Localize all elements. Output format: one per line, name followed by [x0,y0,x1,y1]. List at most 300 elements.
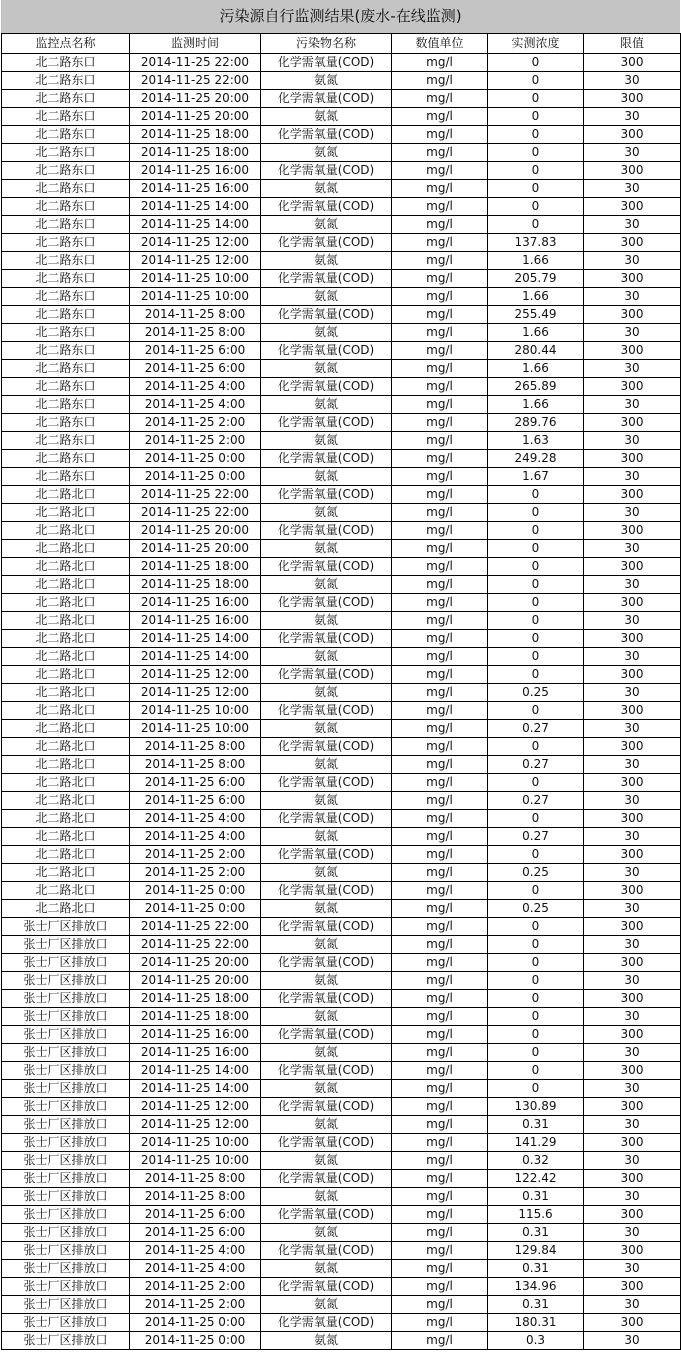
cell-pollutant-name: 氨氮 [261,252,392,270]
cell-pollutant-name: 氨氮 [261,144,392,162]
cell-pollutant-name: 氨氮 [261,792,392,810]
cell-unit: mg/l [392,432,488,450]
cell-monitor-point: 张士厂区排放口 [2,954,130,972]
table-row [2,54,681,72]
cell-unit: mg/l [392,90,488,108]
cell-monitor-point: 北二路北口 [2,612,130,630]
cell-monitor-time: 2014-11-25 0:00 [130,1314,261,1332]
cell-measured-concentration: 0 [488,198,584,216]
cell-pollutant-name: 氨氮 [261,1332,392,1350]
cell-monitor-point: 北二路北口 [2,792,130,810]
table-row [2,162,681,180]
cell-measured-concentration: 0 [488,666,584,684]
table-row [2,1080,681,1098]
table-row [2,1062,681,1080]
cell-pollutant-name: 氨氮 [261,936,392,954]
cell-limit: 300 [584,1062,681,1080]
cell-unit: mg/l [392,1116,488,1134]
cell-limit: 300 [584,738,681,756]
cell-monitor-point: 张士厂区排放口 [2,1026,130,1044]
table-row [2,108,681,126]
cell-pollutant-name: 氨氮 [261,72,392,90]
cell-measured-concentration: 0.25 [488,684,584,702]
cell-measured-concentration: 1.66 [488,288,584,306]
cell-limit: 30 [584,504,681,522]
table-row [2,324,681,342]
table-body [2,54,681,1350]
cell-limit: 300 [584,810,681,828]
cell-monitor-point: 北二路北口 [2,594,130,612]
cell-monitor-point: 北二路北口 [2,522,130,540]
table-row [2,540,681,558]
cell-pollutant-name: 氨氮 [261,756,392,774]
cell-measured-concentration: 0.32 [488,1152,584,1170]
cell-monitor-point: 张士厂区排放口 [2,972,130,990]
cell-monitor-time: 2014-11-25 18:00 [130,990,261,1008]
cell-measured-concentration: 115.6 [488,1206,584,1224]
cell-unit: mg/l [392,972,488,990]
cell-monitor-point: 北二路东口 [2,108,130,126]
cell-measured-concentration: 0.3 [488,1332,584,1350]
cell-monitor-point: 北二路北口 [2,684,130,702]
cell-limit: 30 [584,468,681,486]
cell-limit: 300 [584,1134,681,1152]
cell-unit: mg/l [392,1152,488,1170]
cell-monitor-time: 2014-11-25 16:00 [130,1044,261,1062]
cell-measured-concentration: 0 [488,702,584,720]
cell-monitor-time: 2014-11-25 20:00 [130,972,261,990]
cell-measured-concentration: 0 [488,486,584,504]
cell-measured-concentration: 0.25 [488,864,584,882]
cell-monitor-time: 2014-11-25 2:00 [130,1278,261,1296]
table-row [2,234,681,252]
cell-limit: 300 [584,234,681,252]
cell-unit: mg/l [392,558,488,576]
cell-monitor-time: 2014-11-25 22:00 [130,72,261,90]
table-title: 污染源自行监测结果(废水-在线监测) [1,0,680,33]
cell-pollutant-name: 氨氮 [261,108,392,126]
table-row [2,936,681,954]
cell-limit: 30 [584,216,681,234]
cell-monitor-time: 2014-11-25 18:00 [130,558,261,576]
cell-measured-concentration: 0 [488,774,584,792]
cell-pollutant-name: 氨氮 [261,972,392,990]
table-row [2,126,681,144]
table-row [2,612,681,630]
cell-unit: mg/l [392,1224,488,1242]
cell-measured-concentration: 0.31 [488,1224,584,1242]
cell-unit: mg/l [392,774,488,792]
cell-monitor-point: 北二路东口 [2,450,130,468]
cell-measured-concentration: 0 [488,180,584,198]
cell-measured-concentration: 0 [488,630,584,648]
cell-unit: mg/l [392,450,488,468]
cell-unit: mg/l [392,1260,488,1278]
cell-pollutant-name: 化学需氧量(COD) [261,594,392,612]
cell-limit: 30 [584,252,681,270]
cell-measured-concentration: 0.25 [488,900,584,918]
cell-measured-concentration: 0.31 [488,1296,584,1314]
cell-monitor-point: 张士厂区排放口 [2,1080,130,1098]
table-row [2,558,681,576]
cell-limit: 30 [584,1332,681,1350]
cell-measured-concentration: 0 [488,1062,584,1080]
cell-monitor-time: 2014-11-25 20:00 [130,522,261,540]
table-row [2,594,681,612]
cell-unit: mg/l [392,1332,488,1350]
cell-pollutant-name: 氨氮 [261,396,392,414]
cell-monitor-time: 2014-11-25 12:00 [130,684,261,702]
cell-monitor-point: 张士厂区排放口 [2,1062,130,1080]
table-row [2,1296,681,1314]
cell-unit: mg/l [392,1080,488,1098]
cell-limit: 300 [584,198,681,216]
cell-unit: mg/l [392,270,488,288]
cell-monitor-time: 2014-11-25 14:00 [130,198,261,216]
cell-monitor-time: 2014-11-25 18:00 [130,1008,261,1026]
cell-monitor-point: 北二路东口 [2,432,130,450]
table-row [2,810,681,828]
cell-monitor-time: 2014-11-25 10:00 [130,270,261,288]
cell-limit: 300 [584,702,681,720]
cell-pollutant-name: 化学需氧量(COD) [261,450,392,468]
cell-monitor-point: 北二路东口 [2,126,130,144]
header-limit: 限值 [584,34,681,54]
monitoring-results-table [1,33,681,1350]
cell-limit: 300 [584,630,681,648]
cell-monitor-time: 2014-11-25 4:00 [130,810,261,828]
cell-measured-concentration: 0 [488,504,584,522]
cell-limit: 30 [584,288,681,306]
cell-monitor-point: 北二路北口 [2,540,130,558]
cell-monitor-point: 张士厂区排放口 [2,918,130,936]
cell-monitor-time: 2014-11-25 8:00 [130,1188,261,1206]
cell-measured-concentration: 0.27 [488,720,584,738]
cell-unit: mg/l [392,216,488,234]
table-row [2,198,681,216]
cell-measured-concentration: 0 [488,918,584,936]
table-row [2,1008,681,1026]
table-row [2,1314,681,1332]
cell-limit: 30 [584,360,681,378]
table-row [2,378,681,396]
table-row [2,720,681,738]
cell-unit: mg/l [392,108,488,126]
table-row [2,756,681,774]
cell-measured-concentration: 141.29 [488,1134,584,1152]
cell-limit: 30 [584,432,681,450]
cell-unit: mg/l [392,126,488,144]
cell-pollutant-name: 氨氮 [261,1080,392,1098]
cell-pollutant-name: 化学需氧量(COD) [261,522,392,540]
cell-measured-concentration: 134.96 [488,1278,584,1296]
cell-monitor-time: 2014-11-25 16:00 [130,162,261,180]
cell-pollutant-name: 氨氮 [261,1008,392,1026]
cell-unit: mg/l [392,1188,488,1206]
cell-limit: 30 [584,1044,681,1062]
table-row [2,990,681,1008]
cell-monitor-point: 北二路北口 [2,504,130,522]
cell-monitor-time: 2014-11-25 14:00 [130,648,261,666]
cell-pollutant-name: 化学需氧量(COD) [261,1314,392,1332]
cell-pollutant-name: 氨氮 [261,180,392,198]
cell-monitor-time: 2014-11-25 22:00 [130,936,261,954]
cell-measured-concentration: 0 [488,972,584,990]
cell-limit: 300 [584,594,681,612]
table-row [2,270,681,288]
cell-monitor-point: 张士厂区排放口 [2,936,130,954]
cell-measured-concentration: 0 [488,846,584,864]
cell-monitor-time: 2014-11-25 22:00 [130,54,261,72]
cell-monitor-point: 张士厂区排放口 [2,990,130,1008]
cell-monitor-time: 2014-11-25 0:00 [130,468,261,486]
cell-unit: mg/l [392,1170,488,1188]
cell-monitor-point: 北二路东口 [2,360,130,378]
cell-monitor-point: 北二路北口 [2,720,130,738]
cell-monitor-time: 2014-11-25 4:00 [130,1260,261,1278]
cell-pollutant-name: 化学需氧量(COD) [261,990,392,1008]
cell-monitor-time: 2014-11-25 0:00 [130,900,261,918]
cell-pollutant-name: 氨氮 [261,504,392,522]
cell-limit: 300 [584,1098,681,1116]
cell-limit: 300 [584,1314,681,1332]
cell-monitor-time: 2014-11-25 4:00 [130,378,261,396]
cell-measured-concentration: 0.27 [488,756,584,774]
cell-pollutant-name: 氨氮 [261,612,392,630]
cell-monitor-point: 北二路东口 [2,144,130,162]
table-row [2,180,681,198]
cell-measured-concentration: 205.79 [488,270,584,288]
table-row [2,792,681,810]
cell-measured-concentration: 1.66 [488,360,584,378]
cell-unit: mg/l [392,72,488,90]
cell-pollutant-name: 氨氮 [261,1260,392,1278]
cell-measured-concentration: 0.27 [488,792,584,810]
cell-measured-concentration: 249.28 [488,450,584,468]
cell-monitor-point: 北二路北口 [2,864,130,882]
cell-limit: 30 [584,864,681,882]
cell-pollutant-name: 氨氮 [261,576,392,594]
cell-unit: mg/l [392,414,488,432]
cell-unit: mg/l [392,288,488,306]
cell-limit: 30 [584,1116,681,1134]
cell-measured-concentration: 0 [488,648,584,666]
cell-unit: mg/l [392,540,488,558]
cell-monitor-point: 北二路北口 [2,702,130,720]
cell-unit: mg/l [392,396,488,414]
cell-monitor-point: 北二路东口 [2,324,130,342]
cell-unit: mg/l [392,1242,488,1260]
cell-limit: 300 [584,918,681,936]
cell-pollutant-name: 氨氮 [261,324,392,342]
cell-measured-concentration: 122.42 [488,1170,584,1188]
cell-unit: mg/l [392,1206,488,1224]
cell-unit: mg/l [392,1134,488,1152]
table-row [2,144,681,162]
cell-unit: mg/l [392,684,488,702]
table-row [2,72,681,90]
table-row [2,1116,681,1134]
table-row [2,414,681,432]
table-row [2,450,681,468]
cell-monitor-point: 北二路北口 [2,756,130,774]
cell-monitor-time: 2014-11-25 16:00 [130,612,261,630]
table-row [2,648,681,666]
cell-pollutant-name: 氨氮 [261,1188,392,1206]
cell-monitor-time: 2014-11-25 20:00 [130,90,261,108]
cell-limit: 30 [584,540,681,558]
cell-measured-concentration: 0 [488,810,584,828]
cell-limit: 30 [584,1260,681,1278]
cell-measured-concentration: 0 [488,540,584,558]
cell-unit: mg/l [392,828,488,846]
table-row [2,216,681,234]
cell-monitor-point: 北二路东口 [2,72,130,90]
table-row [2,90,681,108]
cell-pollutant-name: 化学需氧量(COD) [261,414,392,432]
table-row [2,306,681,324]
cell-limit: 30 [584,684,681,702]
table-row [2,972,681,990]
cell-measured-concentration: 0 [488,558,584,576]
cell-monitor-time: 2014-11-25 0:00 [130,1332,261,1350]
cell-monitor-point: 北二路北口 [2,630,130,648]
cell-monitor-time: 2014-11-25 14:00 [130,216,261,234]
table-row [2,864,681,882]
cell-monitor-time: 2014-11-25 8:00 [130,738,261,756]
cell-pollutant-name: 氨氮 [261,1116,392,1134]
table-row [2,846,681,864]
cell-measured-concentration: 0.31 [488,1116,584,1134]
cell-unit: mg/l [392,1314,488,1332]
cell-monitor-time: 2014-11-25 18:00 [130,144,261,162]
table-row [2,288,681,306]
cell-measured-concentration: 0 [488,90,584,108]
table-row [2,1134,681,1152]
cell-monitor-time: 2014-11-25 22:00 [130,504,261,522]
cell-monitor-time: 2014-11-25 2:00 [130,432,261,450]
cell-unit: mg/l [392,900,488,918]
cell-unit: mg/l [392,594,488,612]
cell-measured-concentration: 0.31 [488,1188,584,1206]
cell-monitor-time: 2014-11-25 16:00 [130,180,261,198]
cell-monitor-point: 北二路北口 [2,774,130,792]
cell-monitor-time: 2014-11-25 8:00 [130,1170,261,1188]
cell-monitor-point: 张士厂区排放口 [2,1008,130,1026]
cell-unit: mg/l [392,1098,488,1116]
cell-monitor-point: 北二路北口 [2,738,130,756]
cell-unit: mg/l [392,864,488,882]
cell-measured-concentration: 0 [488,882,584,900]
table-row [2,900,681,918]
cell-monitor-point: 北二路东口 [2,468,130,486]
cell-monitor-time: 2014-11-25 4:00 [130,828,261,846]
cell-monitor-time: 2014-11-25 6:00 [130,360,261,378]
cell-unit: mg/l [392,360,488,378]
cell-pollutant-name: 氨氮 [261,468,392,486]
cell-monitor-time: 2014-11-25 14:00 [130,1080,261,1098]
table-row [2,252,681,270]
cell-pollutant-name: 化学需氧量(COD) [261,918,392,936]
cell-unit: mg/l [392,144,488,162]
cell-measured-concentration: 1.66 [488,324,584,342]
cell-measured-concentration: 0 [488,576,584,594]
cell-measured-concentration: 1.63 [488,432,584,450]
cell-monitor-time: 2014-11-25 4:00 [130,1242,261,1260]
cell-monitor-point: 张士厂区排放口 [2,1242,130,1260]
table-row [2,1026,681,1044]
header-monitor-time: 监测时间 [130,34,261,54]
cell-monitor-time: 2014-11-25 10:00 [130,288,261,306]
cell-monitor-time: 2014-11-25 10:00 [130,1134,261,1152]
cell-monitor-point: 北二路北口 [2,900,130,918]
cell-pollutant-name: 化学需氧量(COD) [261,54,392,72]
cell-pollutant-name: 氨氮 [261,864,392,882]
cell-monitor-point: 北二路东口 [2,252,130,270]
cell-measured-concentration: 0 [488,738,584,756]
cell-monitor-point: 北二路东口 [2,162,130,180]
cell-measured-concentration: 0 [488,72,584,90]
cell-monitor-point: 北二路东口 [2,234,130,252]
cell-monitor-point: 北二路东口 [2,342,130,360]
cell-unit: mg/l [392,504,488,522]
cell-monitor-time: 2014-11-25 2:00 [130,864,261,882]
table-row [2,360,681,378]
cell-unit: mg/l [392,180,488,198]
cell-limit: 300 [584,126,681,144]
cell-pollutant-name: 化学需氧量(COD) [261,378,392,396]
cell-limit: 300 [584,666,681,684]
cell-pollutant-name: 化学需氧量(COD) [261,882,392,900]
table-row [2,576,681,594]
cell-monitor-time: 2014-11-25 8:00 [130,324,261,342]
cell-unit: mg/l [392,846,488,864]
cell-unit: mg/l [392,882,488,900]
cell-monitor-point: 北二路北口 [2,846,130,864]
cell-monitor-time: 2014-11-25 20:00 [130,540,261,558]
cell-limit: 300 [584,774,681,792]
cell-limit: 30 [584,1224,681,1242]
cell-measured-concentration: 0 [488,936,584,954]
cell-unit: mg/l [392,324,488,342]
cell-pollutant-name: 氨氮 [261,540,392,558]
cell-pollutant-name: 化学需氧量(COD) [261,846,392,864]
cell-limit: 300 [584,990,681,1008]
cell-unit: mg/l [392,342,488,360]
cell-unit: mg/l [392,198,488,216]
table-row [2,882,681,900]
cell-monitor-time: 2014-11-25 8:00 [130,306,261,324]
table-row [2,1332,681,1350]
cell-pollutant-name: 氨氮 [261,1224,392,1242]
cell-pollutant-name: 化学需氧量(COD) [261,666,392,684]
cell-monitor-time: 2014-11-25 20:00 [130,954,261,972]
cell-unit: mg/l [392,378,488,396]
cell-monitor-point: 张士厂区排放口 [2,1098,130,1116]
table-row [2,1206,681,1224]
cell-limit: 30 [584,972,681,990]
cell-pollutant-name: 化学需氧量(COD) [261,126,392,144]
cell-unit: mg/l [392,936,488,954]
cell-measured-concentration: 0 [488,1008,584,1026]
cell-measured-concentration: 137.83 [488,234,584,252]
cell-monitor-time: 2014-11-25 22:00 [130,918,261,936]
cell-monitor-time: 2014-11-25 14:00 [130,1062,261,1080]
header-monitor-point: 监控点名称 [2,34,130,54]
cell-monitor-point: 张士厂区排放口 [2,1206,130,1224]
cell-measured-concentration: 0 [488,162,584,180]
cell-measured-concentration: 280.44 [488,342,584,360]
